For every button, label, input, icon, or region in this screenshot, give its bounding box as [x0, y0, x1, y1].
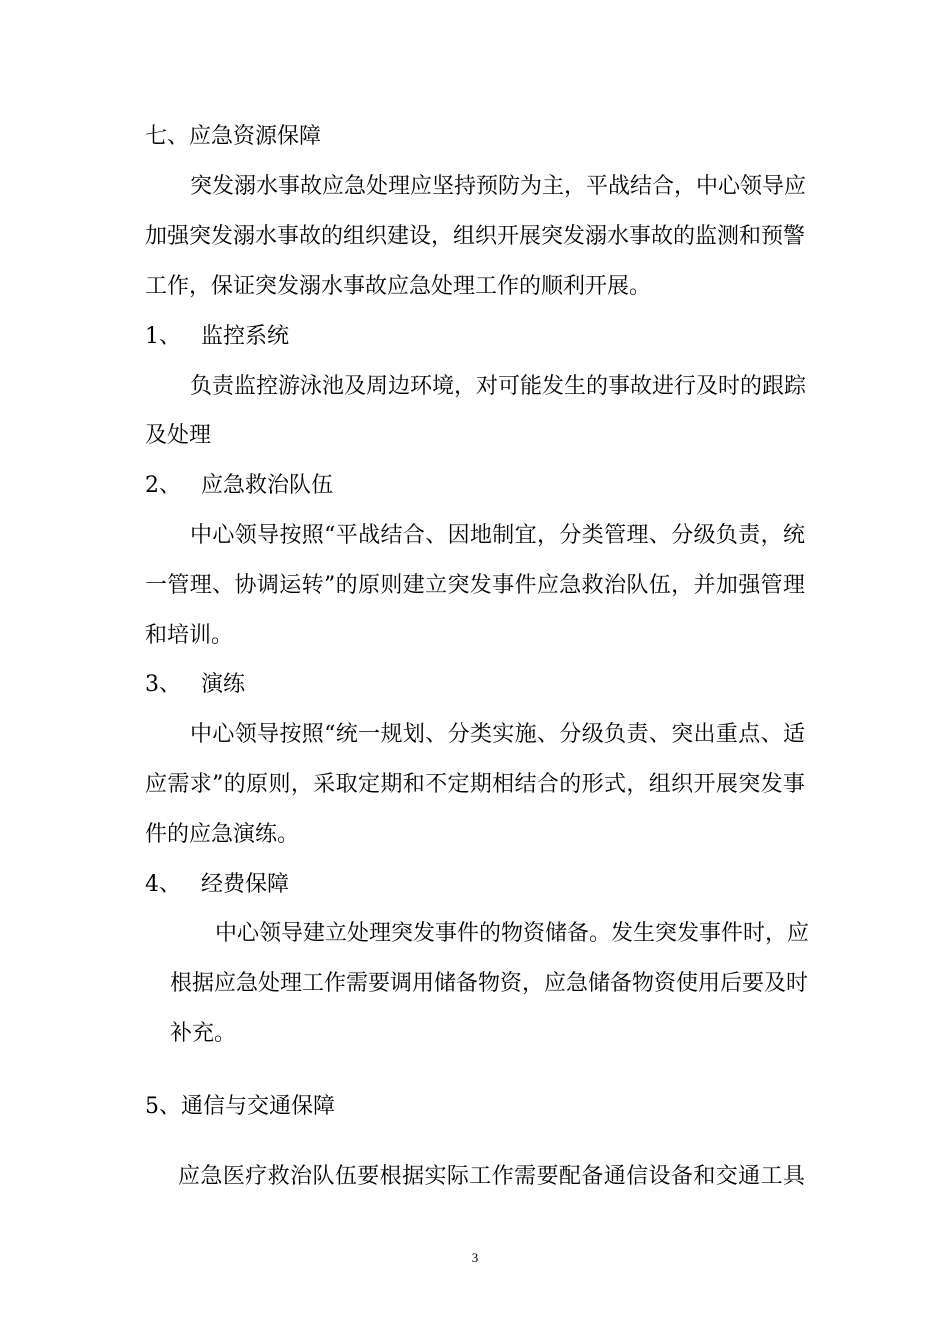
paragraph-line: 中心领导按照“统一规划、分类实施、分级负责、突出重点、适 [190, 722, 805, 747]
subsection-heading [145, 471, 333, 501]
subsection-heading [145, 322, 289, 352]
subsection-number: 1、 [145, 324, 181, 349]
subsection-title: 监控系统 [201, 324, 290, 349]
subsection-number: 4、 [145, 872, 181, 897]
subsection-title: 应急救治队伍 [201, 473, 334, 498]
paragraph-line: 件的应急演练。 [145, 822, 300, 847]
paragraph-line: 中心领导建立处理突发事件的物资储备。发生突发事件时，应 [215, 921, 810, 946]
paragraph-line: 加强突发溺水事故的组织建设，组织开展突发溺水事故的监测和预警 [145, 224, 806, 249]
subsection-heading [145, 670, 245, 700]
paragraph-line: 补充。 [170, 1021, 237, 1046]
subsection-heading [145, 870, 289, 900]
paragraph-line: 工作，保证突发溺水事故应急处理工作的顺利开展。 [145, 274, 652, 299]
subsection-title: 经费保障 [201, 872, 290, 897]
subsection-number: 3、 [145, 672, 181, 697]
paragraph-line: 负责监控游泳池及周边环境，对可能发生的事故进行及时的跟踪 [190, 374, 807, 399]
paragraph-line: 应急医疗救治队伍要根据实际工作需要配备通信设备和交通工具 [178, 1164, 805, 1189]
paragraph-line: 中心领导按照“平战结合、因地制宜，分类管理、分级负责，统 [190, 523, 805, 548]
subsection-number: 2、 [145, 473, 181, 498]
paragraph-line: 和培训。 [145, 623, 234, 648]
section-heading: 七、应急资源保障 [145, 124, 322, 149]
page-number: 3 [471, 1250, 479, 1265]
paragraph-line: 及处理 [145, 423, 212, 448]
subsection-title: 演练 [201, 672, 246, 697]
paragraph-line: 突发溺水事故应急处理应坚持预防为主，平战结合，中心领导应 [190, 174, 807, 199]
subsection-heading: 5、通信与交通保障 [145, 1094, 335, 1119]
paragraph-line: 应需求”的原则，采取定期和不定期相结合的形式，组织开展突发事 [145, 772, 805, 797]
paragraph-line: 一管理、协调运转”的原则建立突发事件应急救治队伍，并加强管理 [145, 573, 805, 598]
paragraph-line: 根据应急处理工作需要调用储备物资，应急储备物资使用后要及时 [170, 971, 809, 996]
